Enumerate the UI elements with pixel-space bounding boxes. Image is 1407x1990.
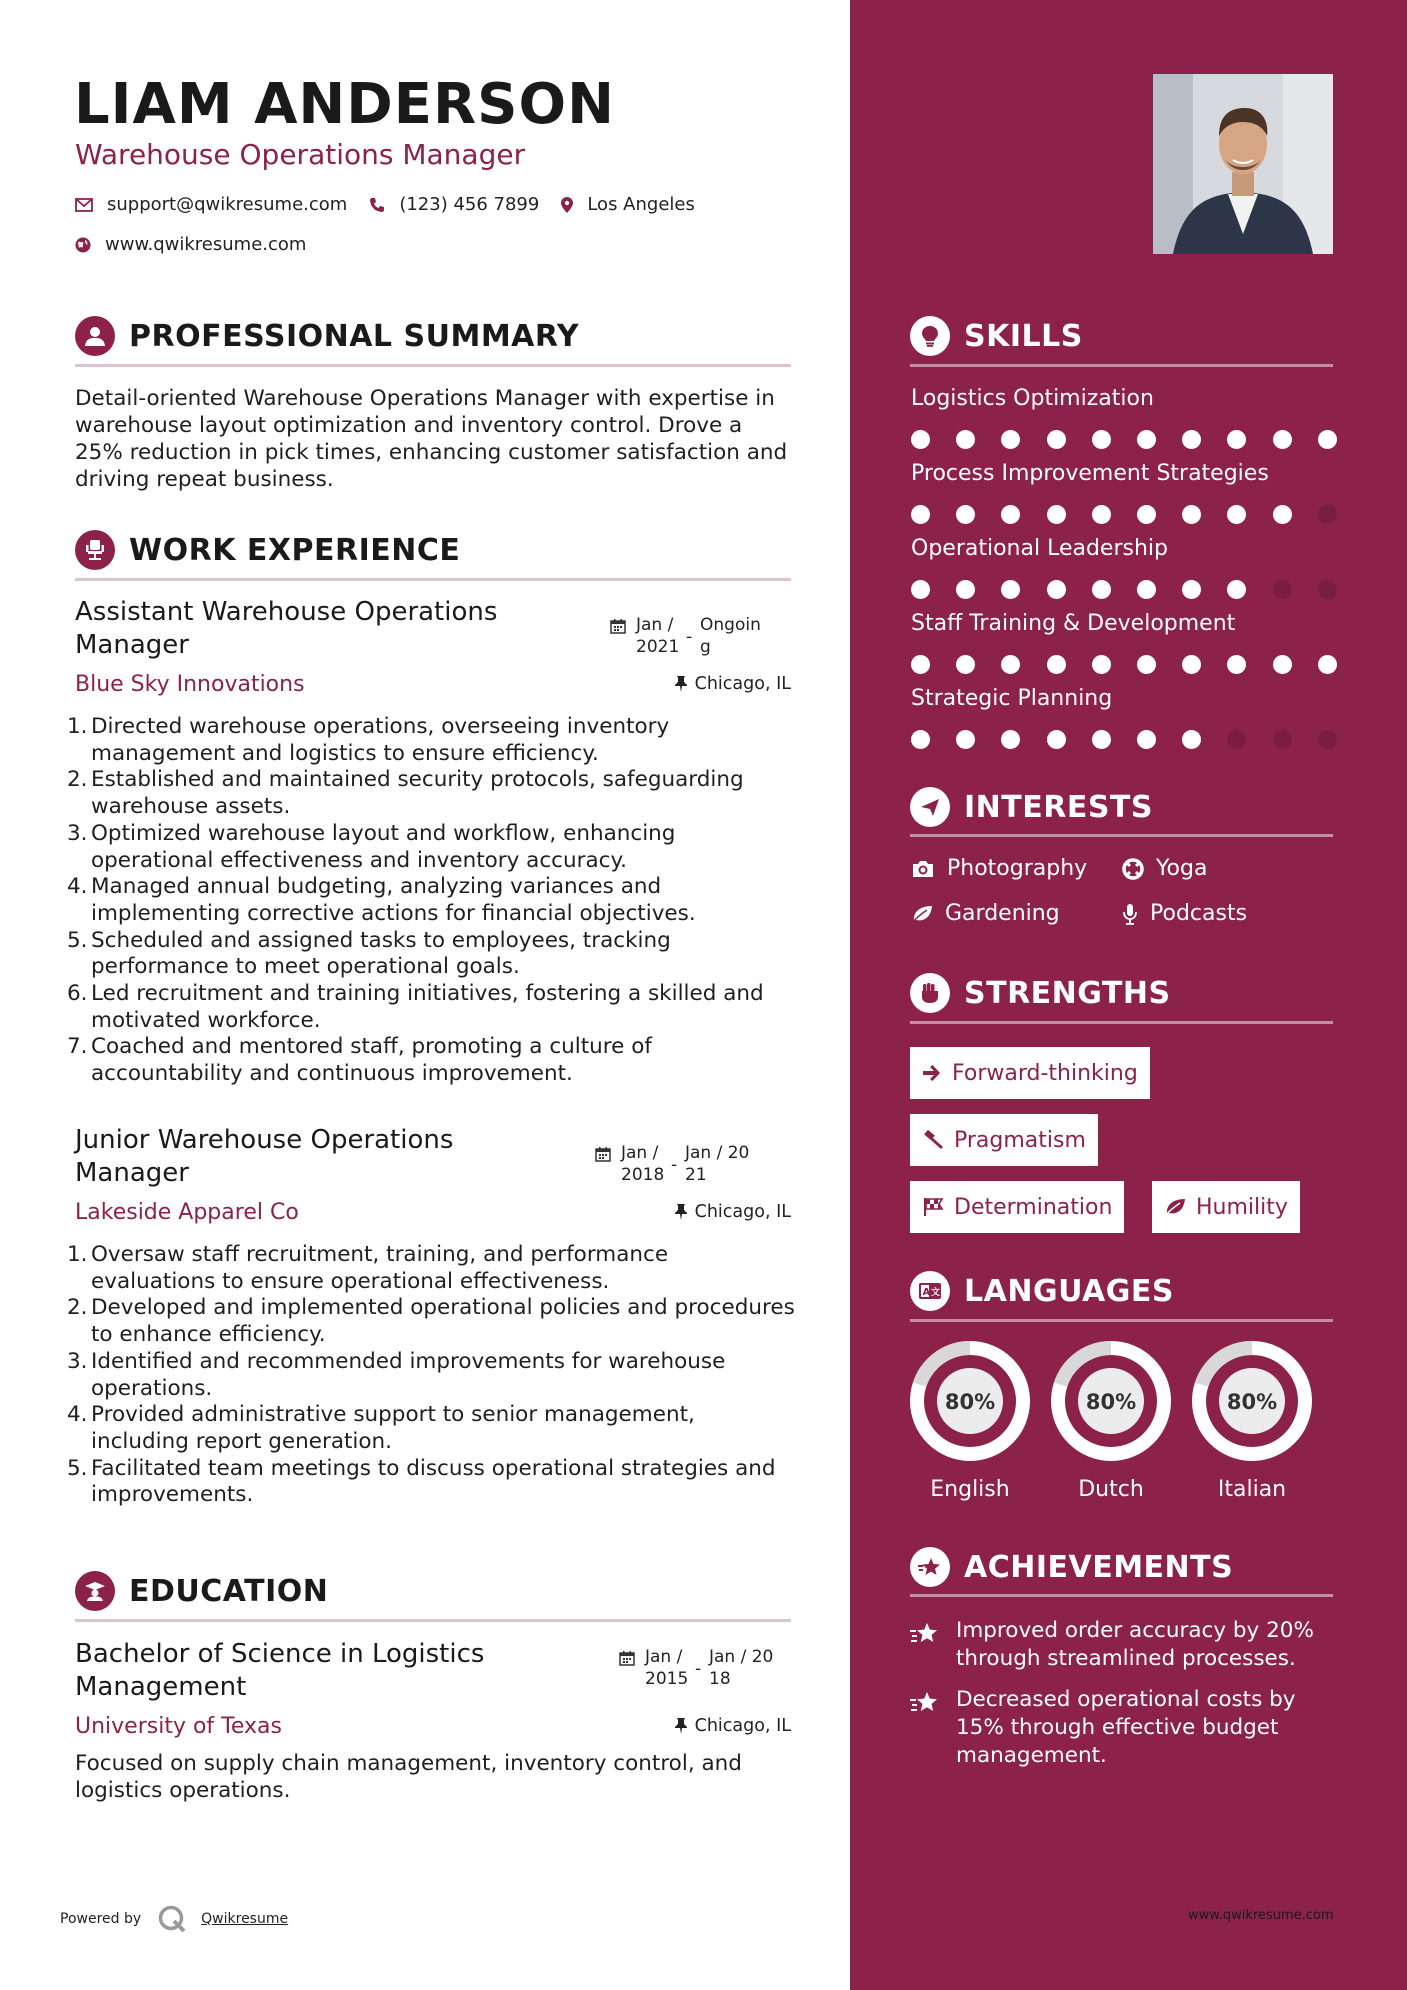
language-progress-ring	[908, 1339, 1032, 1463]
skill-dot	[1047, 655, 1066, 674]
list-item: 1. Oversaw staff recruitment, training, and performance evaluations to ensure operational effectiveness.	[67, 1242, 669, 1294]
website-text: www.qwikresume.com	[105, 234, 307, 255]
skill-dot	[1001, 580, 1020, 599]
interest-text: Gardening	[945, 901, 1060, 926]
arrow-right-icon	[922, 1064, 942, 1082]
user-icon	[75, 316, 115, 356]
language-item	[908, 1339, 1032, 1502]
profile-photo	[1153, 74, 1333, 254]
skill-rating	[911, 730, 1341, 750]
candidate-title: Warehouse Operations Manager	[75, 138, 526, 171]
powered-by-label: Powered by	[60, 1911, 142, 1927]
duty-text: Developed and implemented operational policies and procedures to enhance efficiency.	[91, 1295, 795, 1348]
envelope-icon	[75, 198, 93, 212]
achievement-item	[910, 1686, 1340, 1770]
skill-dot	[1273, 430, 1292, 449]
phone-icon	[369, 197, 385, 213]
skill-dot	[1182, 430, 1201, 449]
list-item: 5. Facilitated team meetings to discuss operational strategies and improvements.	[67, 1455, 776, 1508]
calendar-icon	[619, 1650, 635, 1666]
list-item: 6. Led recruitment and training initiatives, fostering a skilled and motivated workforce.	[67, 981, 764, 1033]
language-percent: 80%	[1226, 1390, 1278, 1414]
strength-tag	[910, 1181, 1124, 1233]
skill-dot	[1182, 580, 1201, 599]
interest-item	[1122, 856, 1207, 881]
interest-item	[911, 901, 1060, 926]
skill-dot	[1092, 430, 1111, 449]
svg-text:文: 文	[931, 1288, 941, 1298]
star-icon	[910, 1690, 940, 1714]
camera-icon	[911, 859, 935, 879]
skill-dot	[1092, 580, 1111, 599]
leaf-icon	[911, 904, 933, 924]
fist-icon	[910, 973, 950, 1013]
strength-text: Pragmatism	[954, 1127, 1086, 1153]
skills-heading-text: SKILLS	[964, 318, 1083, 354]
skill-dot	[1092, 505, 1111, 524]
skill-dot	[911, 730, 930, 749]
skill-dot	[1318, 580, 1337, 599]
education-end-date: Jan / 2018	[709, 1647, 774, 1689]
strength-text: Humility	[1196, 1194, 1288, 1220]
duty-text: Managed annual budgeting, analyzing variances and implementing corrective actions for financial objectives.	[91, 874, 696, 926]
degree-title: Bachelor of Science in Logistics Management	[75, 1639, 485, 1702]
pushpin-icon	[675, 1718, 687, 1734]
job-location-text: Chicago, IL	[694, 1202, 791, 1222]
lifebuoy-icon	[1122, 858, 1144, 880]
languages-heading-text: LANGUAGES	[964, 1273, 1174, 1309]
microphone-icon	[1122, 903, 1138, 925]
strength-tag	[910, 1047, 1150, 1099]
skill-dot	[1318, 430, 1337, 449]
language-name: Italian	[1217, 1477, 1287, 1502]
skill-dot	[1047, 580, 1066, 599]
education-divider	[75, 1619, 791, 1622]
achievements-divider	[910, 1594, 1333, 1597]
list-item: 3. Identified and recommended improvements for warehouse operations.	[67, 1348, 726, 1401]
skill-dot	[1137, 580, 1156, 599]
skill-dot	[1227, 655, 1246, 674]
contact-row	[75, 194, 717, 215]
graduate-icon	[75, 1571, 115, 1611]
list-item: 7. Coached and mentored staff, promoting a culture of accountability and continuous improvement.	[67, 1034, 652, 1087]
language-item	[1190, 1339, 1314, 1502]
strengths-heading-text: STRENGTHS	[964, 975, 1171, 1011]
experience-divider	[75, 578, 791, 581]
skill-dot	[1227, 730, 1246, 749]
education-heading-text: EDUCATION	[129, 1573, 329, 1609]
skill-dot	[1047, 730, 1066, 749]
company-name: Lakeside Apparel Co	[75, 1200, 299, 1225]
email-text: support@qwikresume.com	[107, 194, 348, 215]
skill-item	[911, 611, 1336, 636]
lightbulb-icon	[910, 316, 950, 356]
gavel-icon	[922, 1130, 944, 1150]
skill-dot	[1092, 655, 1111, 674]
skill-dot	[1318, 730, 1337, 749]
calendar-icon	[610, 618, 626, 634]
skill-rating	[911, 505, 1341, 525]
job-end-date: Ongoin g	[700, 615, 761, 657]
powered-by	[60, 1904, 288, 1934]
skill-dot	[1318, 655, 1337, 674]
skills-heading	[910, 316, 1083, 356]
summary-text: Detail-oriented Warehouse Operations Manager with expertise in warehouse layout optimization and inventory control. Drove a 25% reduction in pick times, enhancing customer satisfaction and driving repeat business.	[75, 386, 788, 492]
education-location	[675, 1716, 791, 1736]
skill-dot	[1047, 505, 1066, 524]
interest-text: Yoga	[1156, 856, 1208, 881]
languages-divider	[910, 1319, 1333, 1322]
skill-dot	[1182, 730, 1201, 749]
phone-text: (123) 456 7899	[399, 194, 540, 215]
globe-icon	[75, 237, 91, 253]
skill-dot	[1001, 505, 1020, 524]
skill-item	[911, 536, 1336, 561]
svg-text:A: A	[922, 1287, 931, 1298]
skill-dot	[911, 580, 930, 599]
map-pin-icon	[561, 197, 573, 213]
language-name: English	[930, 1477, 1010, 1502]
list-item: 5. Scheduled and assigned tasks to employees, tracking performance to meet operational goals.	[67, 927, 671, 980]
skill-dot	[1182, 505, 1201, 524]
experience-heading	[75, 530, 460, 570]
skill-dot	[1273, 730, 1292, 749]
skill-item	[911, 461, 1336, 486]
education-start-date: Jan / 2015	[645, 1647, 689, 1689]
skill-dot	[1001, 655, 1020, 674]
skill-dot	[1137, 505, 1156, 524]
interest-text: Podcasts	[1150, 901, 1248, 926]
skills-divider	[910, 364, 1333, 367]
skill-dot	[956, 505, 975, 524]
office-chair-icon	[75, 530, 115, 570]
skill-dot	[1137, 730, 1156, 749]
pushpin-icon	[675, 1204, 687, 1220]
contact-phone[interactable]	[369, 194, 539, 215]
duty-text: Established and maintained security protocols, safeguarding warehouse assets.	[91, 767, 744, 820]
star-badge-icon	[910, 1547, 950, 1587]
duty-text: Optimized warehouse layout and workflow, enhancing operational effectiveness and inventory accuracy.	[91, 820, 676, 873]
job-dates	[595, 1142, 755, 1186]
job-entry-1	[67, 596, 791, 1096]
job-entry-2	[67, 1124, 795, 1524]
job-start-date: Jan / 2021	[636, 615, 680, 657]
skill-dot	[1227, 430, 1246, 449]
job-dates	[610, 614, 770, 658]
list-item: 2. Established and maintained security protocols, safeguarding warehouse assets.	[67, 767, 744, 820]
skill-dot	[1273, 505, 1292, 524]
interest-item	[911, 856, 1087, 881]
skill-dot	[1137, 655, 1156, 674]
job-location-text: Chicago, IL	[694, 674, 791, 694]
skill-item	[911, 686, 1336, 711]
skill-dot	[911, 430, 930, 449]
contact-row-2	[75, 234, 328, 255]
footer-website[interactable]: www.qwikresume.com	[1188, 1908, 1334, 1923]
interest-text: Photography	[947, 856, 1088, 881]
duty-text: Oversaw staff recruitment, training, and performance evaluations to ensure operational effectiveness.	[91, 1242, 669, 1294]
interests-divider	[910, 834, 1333, 837]
skill-dot	[956, 655, 975, 674]
skill-dot	[1227, 580, 1246, 599]
paper-plane-icon	[910, 787, 950, 827]
summary-heading-text: PROFESSIONAL SUMMARY	[129, 318, 580, 354]
strength-tag	[1152, 1181, 1300, 1233]
job-title: Junior Warehouse Operations Manager	[75, 1125, 454, 1188]
skill-dot	[911, 505, 930, 524]
qwikresume-logo-icon	[157, 1904, 187, 1934]
location-text: Los Angeles	[587, 194, 695, 215]
duty-text: Identified and recommended improvements for warehouse operations.	[91, 1348, 726, 1401]
duty-text: Led recruitment and training initiatives, fostering a skilled and motivated workforce.	[91, 981, 764, 1033]
experience-heading-text: WORK EXPERIENCE	[129, 532, 461, 568]
skill-dot	[1182, 655, 1201, 674]
strengths-heading	[910, 973, 1171, 1013]
summary-divider	[75, 364, 791, 367]
candidate-name: LIAM ANDERSON	[74, 72, 615, 137]
language-name: Dutch	[1078, 1477, 1144, 1502]
language-percent: 80%	[944, 1390, 996, 1414]
duty-text: Provided administrative support to senior management, including report generation.	[91, 1402, 695, 1454]
language-percent: 80%	[1085, 1390, 1137, 1414]
list-item: 2. Developed and implemented operational policies and procedures to enhance efficiency.	[67, 1295, 795, 1348]
job-end-date: Jan / 2021	[685, 1143, 750, 1185]
skill-dot	[1001, 730, 1020, 749]
school-name: University of Texas	[75, 1714, 282, 1739]
strengths-divider	[910, 1021, 1333, 1024]
list-item: 4. Managed annual budgeting, analyzing variances and implementing corrective actions for financial objectives.	[67, 874, 696, 926]
contact-location	[561, 194, 695, 215]
job-location	[675, 1202, 791, 1222]
job-duties	[67, 1242, 797, 1509]
date-separator: -	[695, 1659, 702, 1679]
strength-tag	[910, 1114, 1098, 1166]
skill-name: Process Improvement Strategies	[911, 461, 1269, 486]
interests-heading-text: INTERESTS	[964, 789, 1153, 825]
duty-text: Directed warehouse operations, overseeing inventory management and logistics to ensure efficiency.	[91, 714, 670, 766]
strength-text: Forward-thinking	[952, 1060, 1138, 1086]
education-dates	[619, 1646, 779, 1690]
skill-rating	[911, 430, 1341, 450]
job-duties	[67, 714, 797, 1088]
strength-text: Determination	[954, 1194, 1113, 1220]
skill-dot	[1137, 430, 1156, 449]
list-item: 1. Directed warehouse operations, overseeing inventory management and logistics to ensure efficiency.	[67, 714, 670, 766]
job-title: Assistant Warehouse Operations Manager	[75, 597, 498, 660]
language-progress-ring	[1190, 1339, 1314, 1463]
languages-heading	[910, 1271, 1174, 1311]
list-item: 3. Optimized warehouse layout and workflow, enhancing operational effectiveness and inventory accuracy.	[67, 820, 676, 873]
date-separator: -	[671, 1155, 678, 1175]
skill-dot	[911, 655, 930, 674]
skill-dot	[1001, 430, 1020, 449]
contact-website[interactable]	[75, 234, 306, 255]
skill-dot	[1047, 430, 1066, 449]
education-description: Focused on supply chain management, inventory control, and logistics operations.	[75, 1751, 742, 1803]
skill-name: Staff Training & Development	[911, 611, 1236, 636]
skill-dot	[1227, 505, 1246, 524]
language-item	[1049, 1339, 1173, 1502]
skill-dot	[956, 730, 975, 749]
date-separator: -	[686, 627, 693, 647]
leaf-icon	[1164, 1197, 1186, 1217]
achievements-heading	[910, 1547, 1233, 1587]
skill-dot	[1273, 580, 1292, 599]
company-name: Blue Sky Innovations	[75, 672, 305, 697]
duty-text: Facilitated team meetings to discuss operational strategies and improvements.	[91, 1455, 776, 1508]
interest-item	[1122, 901, 1247, 926]
achievement-item	[910, 1617, 1340, 1673]
brand-link[interactable]: Qwikresume	[201, 1911, 289, 1927]
achievement-text: Improved order accuracy by 20% through streamlined processes.	[956, 1618, 1314, 1671]
skill-dot	[1092, 730, 1111, 749]
education-entry	[75, 1638, 791, 1808]
skill-dot	[956, 430, 975, 449]
interests-heading	[910, 787, 1153, 827]
achievements-heading-text: ACHIEVEMENTS	[964, 1549, 1234, 1585]
duty-text: Scheduled and assigned tasks to employees, tracking performance to meet operational goals.	[91, 927, 671, 980]
language-icon	[910, 1271, 950, 1311]
skill-dot	[1318, 505, 1337, 524]
skill-dot	[956, 580, 975, 599]
skill-name: Logistics Optimization	[911, 386, 1154, 411]
language-progress-ring	[1049, 1339, 1173, 1463]
skill-rating	[911, 655, 1341, 675]
checkered-flag-icon	[922, 1197, 944, 1217]
skill-rating	[911, 580, 1341, 600]
skill-name: Strategic Planning	[911, 686, 1113, 711]
skill-dot	[1273, 655, 1292, 674]
pushpin-icon	[675, 676, 687, 692]
education-location-text: Chicago, IL	[694, 1716, 791, 1736]
list-item: 4. Provided administrative support to senior management, including report generation.	[67, 1402, 695, 1454]
job-location	[675, 674, 791, 694]
education-heading	[75, 1571, 328, 1611]
summary-heading	[75, 316, 579, 356]
calendar-icon	[595, 1146, 611, 1162]
contact-email[interactable]	[75, 194, 347, 215]
skill-item	[911, 386, 1336, 411]
skill-name: Operational Leadership	[911, 536, 1168, 561]
job-start-date: Jan / 2018	[621, 1143, 665, 1185]
achievement-text: Decreased operational costs by 15% through effective budget management.	[956, 1687, 1296, 1768]
duty-text: Coached and mentored staff, promoting a culture of accountability and continuous improvement.	[91, 1034, 652, 1087]
star-icon	[910, 1621, 940, 1645]
